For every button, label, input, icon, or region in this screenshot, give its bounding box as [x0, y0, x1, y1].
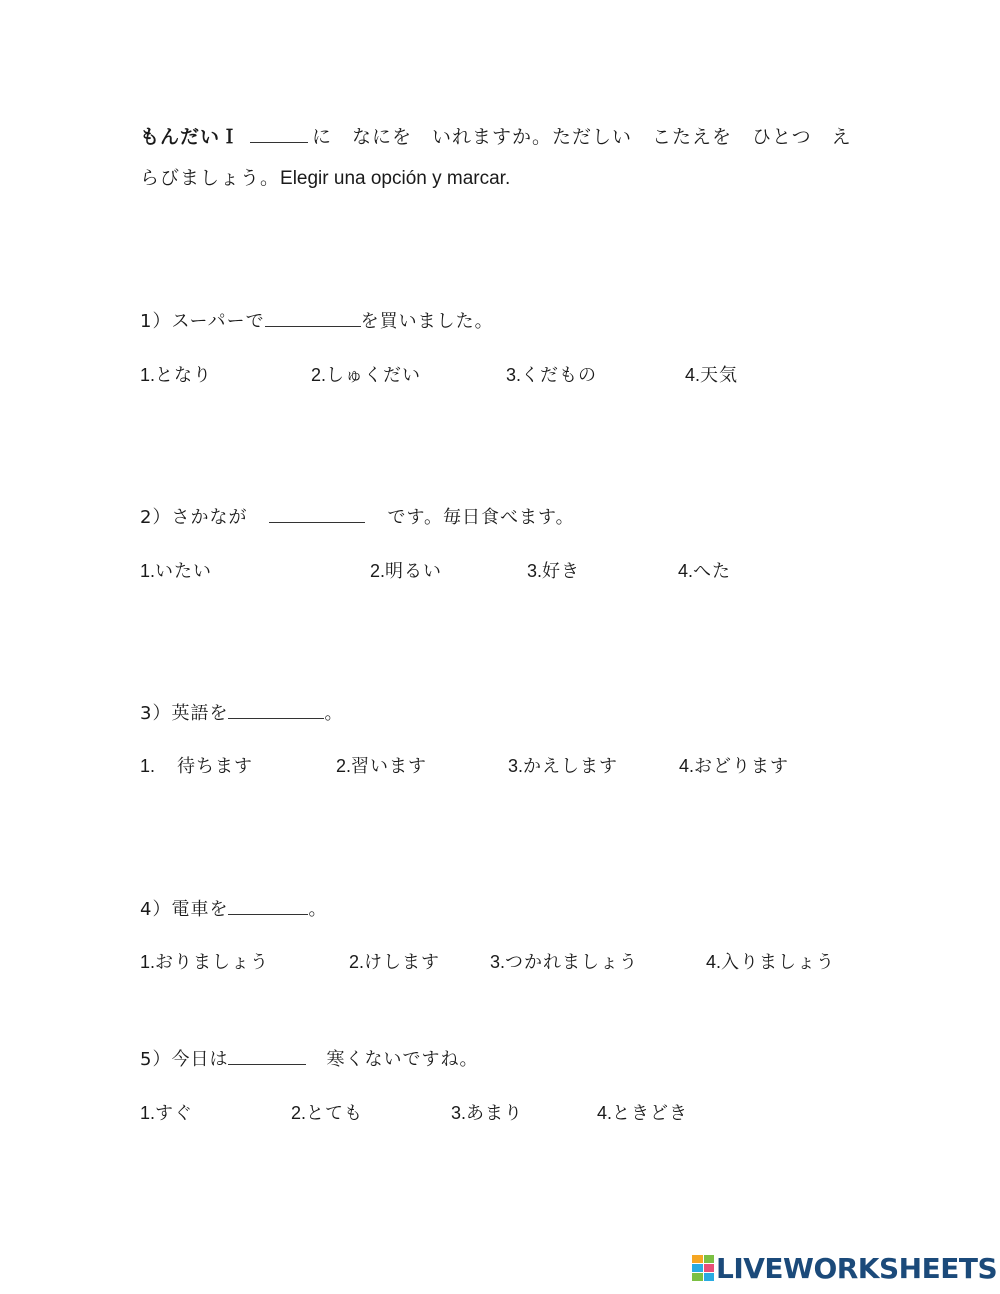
question-5-option-4[interactable]: 4.ときどき [597, 1103, 689, 1124]
question-4-after: 。 [308, 899, 328, 920]
question-3-number: 3） [140, 703, 172, 724]
option-text: 明るい [385, 561, 443, 582]
question-1-before: スーパーで [171, 311, 265, 332]
question-5-blank[interactable] [228, 1048, 306, 1065]
question-3-option-1[interactable]: 1. 待ちます [140, 756, 254, 777]
option-text: 習います [351, 756, 428, 777]
question-5 [140, 1045, 478, 1071]
option-text: くだもの [521, 365, 598, 386]
question-4-before: 電車を [171, 899, 229, 920]
instructions-blank [250, 124, 308, 143]
option-text: となり [155, 365, 213, 386]
question-4-blank[interactable] [228, 898, 308, 915]
liveworksheets-logo-icon [692, 1255, 714, 1281]
liveworksheets-logo-text: LIVEWORKSHEETS [716, 1251, 998, 1285]
question-3-option-3[interactable]: 3.かえします [508, 756, 619, 777]
question-5-before: 今日は [171, 1049, 229, 1070]
question-3-after: 。 [324, 703, 344, 724]
option-text: へた [693, 561, 732, 582]
instructions-line-1 [140, 122, 852, 149]
question-2-number: 2） [140, 507, 172, 528]
question-1-after: を買いました。 [360, 311, 494, 332]
question-5-option-3[interactable]: 3.あまり [451, 1103, 524, 1124]
question-1-option-1[interactable]: 1.となり [140, 365, 213, 386]
question-4-number: 4） [140, 899, 172, 920]
instructions-title: もんだいＩ [140, 126, 241, 148]
instructions-text-2-jp: らびましょう。 [140, 167, 281, 189]
question-5-after: 寒くないですね。 [326, 1049, 479, 1070]
question-1-option-2[interactable]: 2.しゅくだい [311, 365, 422, 386]
instructions-line-2 [140, 163, 510, 190]
instructions-text-1: に なにを いれますか。ただしい こたえを ひとつ え [312, 126, 852, 148]
option-text: いたい [155, 561, 213, 582]
question-4 [140, 895, 327, 921]
option-text: あまり [466, 1103, 524, 1124]
option-text: おりましょう [155, 952, 270, 973]
option-text: すぐ [155, 1103, 194, 1124]
question-2-blank[interactable] [269, 506, 365, 523]
option-text: つかれましょう [505, 952, 639, 973]
option-text: しゅくだい [326, 365, 422, 386]
liveworksheets-logo[interactable] [692, 1252, 997, 1284]
option-text: 天気 [700, 365, 739, 386]
question-1 [140, 307, 494, 333]
question-2-option-1[interactable]: 1.いたい [140, 561, 213, 582]
option-text: 好き [542, 561, 581, 582]
question-3 [140, 699, 343, 725]
question-2-option-2[interactable]: 2.明るい [370, 561, 443, 582]
option-text: とても [306, 1103, 364, 1124]
question-3-option-2[interactable]: 2.習います [336, 756, 428, 777]
question-1-number: 1） [140, 311, 172, 332]
question-5-option-2[interactable]: 2.とても [291, 1103, 364, 1124]
question-5-option-1[interactable]: 1.すぐ [140, 1103, 194, 1124]
option-text: 入りましょう [721, 952, 836, 973]
question-2-before: さかなが [171, 507, 248, 528]
option-text: おどります [694, 756, 790, 777]
question-3-option-4[interactable]: 4.おどります [679, 756, 790, 777]
question-3-blank[interactable] [228, 702, 324, 719]
question-4-option-2[interactable]: 2.けします [349, 952, 441, 973]
question-3-before: 英語を [171, 703, 229, 724]
question-1-option-3[interactable]: 3.くだもの [506, 365, 598, 386]
question-4-option-4[interactable]: 4.入りましょう [706, 952, 836, 973]
question-2-option-3[interactable]: 3.好き [527, 561, 581, 582]
question-4-option-1[interactable]: 1.おりましょう [140, 952, 270, 973]
question-2 [140, 503, 575, 529]
question-2-option-4[interactable]: 4.へた [678, 561, 732, 582]
option-text: 待ちます [177, 756, 254, 777]
option-text: けします [364, 952, 441, 973]
question-2-after: です。毎日食べます。 [387, 507, 575, 528]
question-5-number: 5） [140, 1049, 172, 1070]
question-4-option-3[interactable]: 3.つかれましょう [490, 952, 639, 973]
option-text: ときどき [612, 1103, 689, 1124]
option-text: かえします [523, 756, 619, 777]
question-1-option-4[interactable]: 4.天気 [685, 365, 739, 386]
question-1-blank[interactable] [265, 310, 361, 327]
instructions-text-2-es: Elegir una opción y marcar. [280, 168, 511, 189]
